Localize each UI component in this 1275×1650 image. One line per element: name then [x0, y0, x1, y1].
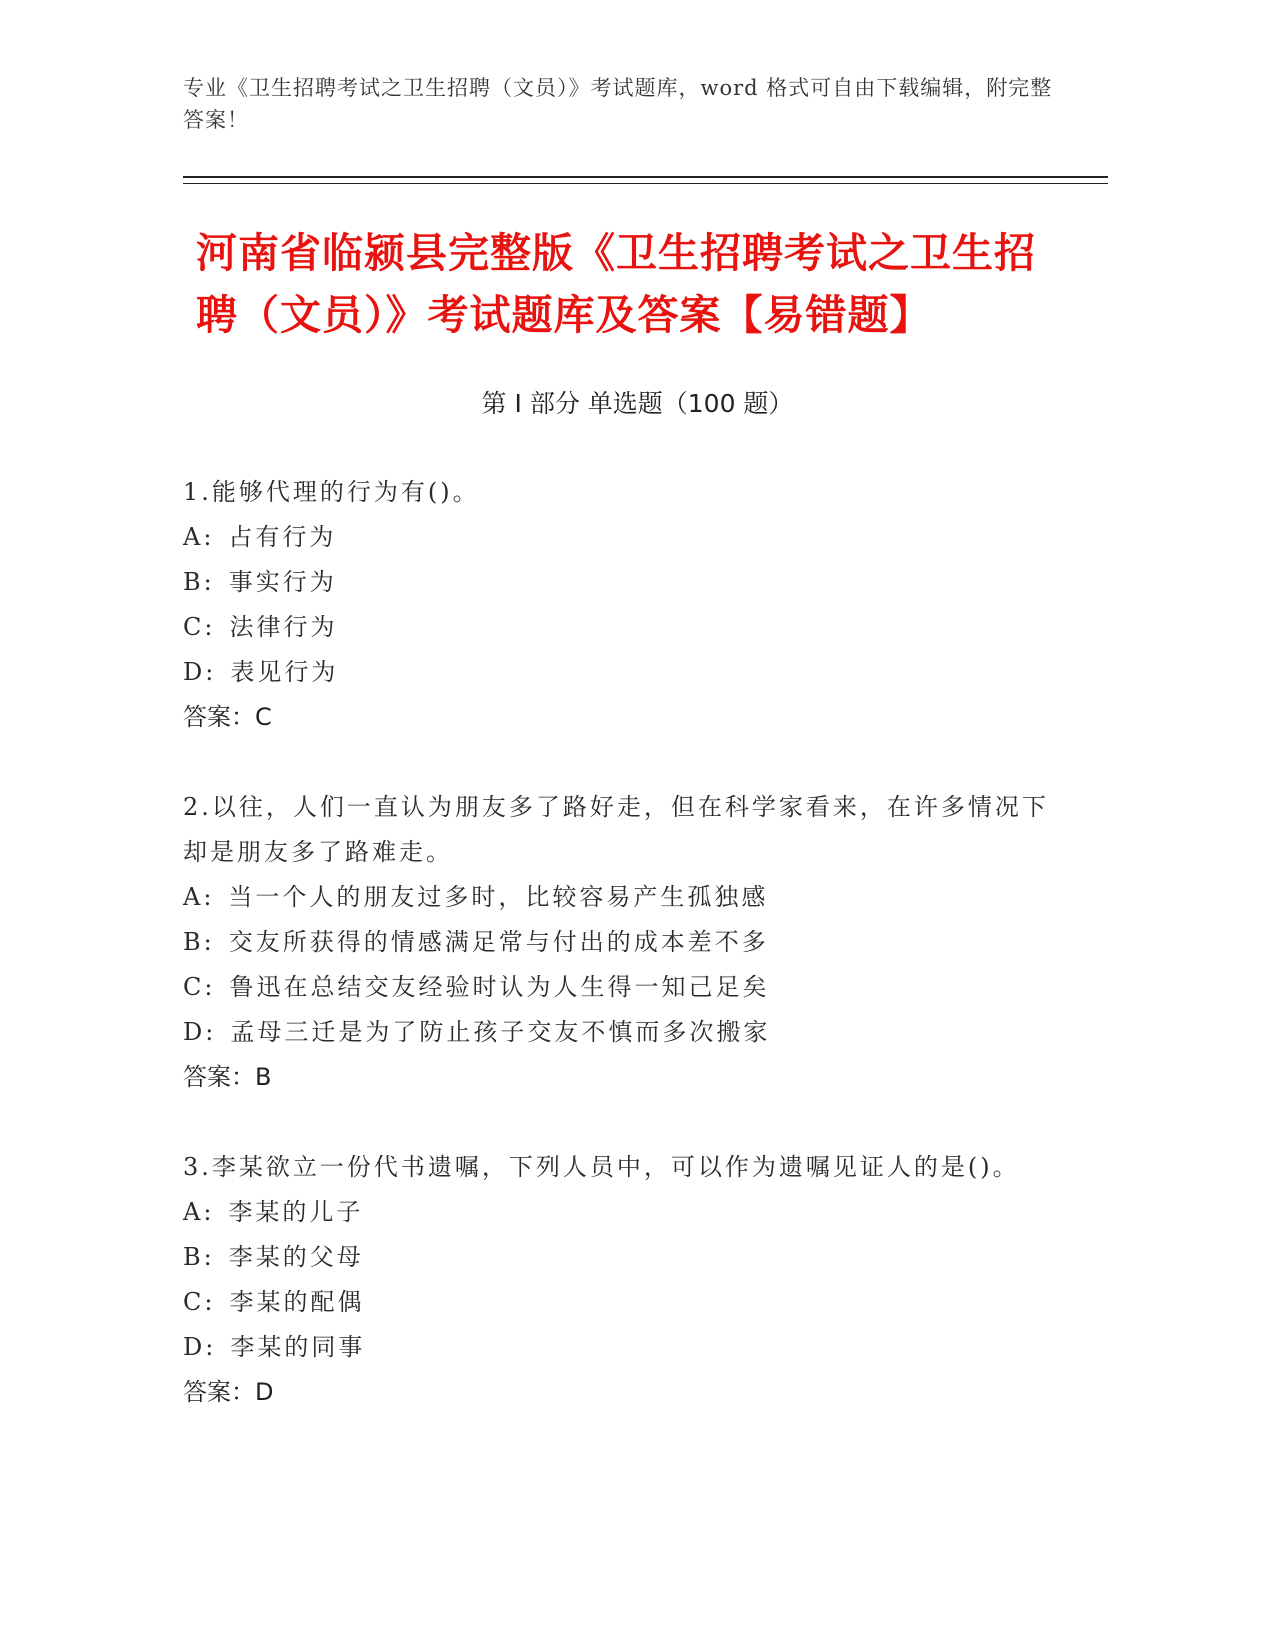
header-divider-thick: [183, 176, 1108, 178]
option-text: 李某的儿子: [228, 1198, 364, 1226]
question-1: [183, 470, 1063, 740]
header-note: 专业《卫生招聘考试之卫生招聘（文员）》考试题库，word 格式可自由下载编辑，附完整答案！: [183, 76, 1053, 132]
option-letter: C:: [183, 613, 216, 641]
option-c: [183, 1280, 1063, 1325]
option-a: [183, 875, 1063, 920]
section-heading: 第 I 部分 单选题（100 题）: [481, 389, 794, 418]
option-text: 事实行为: [228, 568, 337, 596]
option-text: 交友所获得的情感满足常与付出的成本差不多: [228, 928, 769, 956]
option-d: [183, 650, 1063, 695]
option-a: [183, 1190, 1063, 1235]
question-2: [183, 785, 1063, 1100]
option-text: 李某的父母: [228, 1243, 364, 1271]
option-text: 鲁迅在总结交友经验时认为人生得一知己足矣: [229, 973, 770, 1001]
option-b: [183, 920, 1063, 965]
option-b: [183, 560, 1063, 605]
answer-line: 答案：C: [183, 703, 272, 731]
question-3: [183, 1145, 1063, 1415]
question-stem: 3.李某欲立一份代书遗嘱，下列人员中，可以作为遗嘱见证人的是()。: [183, 1153, 1020, 1181]
option-letter: B:: [183, 568, 215, 596]
option-a: [183, 515, 1063, 560]
option-letter: A:: [183, 523, 215, 551]
option-c: [183, 605, 1063, 650]
header-divider-thin: [183, 183, 1108, 184]
question-list: [183, 470, 1063, 1460]
answer-line: 答案：D: [183, 1378, 274, 1406]
option-text: 李某的配偶: [229, 1288, 365, 1316]
option-letter: C:: [183, 1288, 216, 1316]
option-letter: D:: [183, 1018, 217, 1046]
option-text: 当一个人的朋友过多时，比较容易产生孤独感: [228, 883, 769, 911]
option-letter: A:: [183, 883, 215, 911]
answer-line: 答案：B: [183, 1063, 272, 1091]
option-letter: A:: [183, 1198, 215, 1226]
option-d: [183, 1010, 1063, 1055]
option-text: 孟母三迁是为了防止孩子交友不慎而多次搬家: [230, 1018, 771, 1046]
option-b: [183, 1235, 1063, 1280]
option-text: 法律行为: [229, 613, 338, 641]
question-stem: 1.能够代理的行为有()。: [183, 478, 480, 506]
option-letter: B:: [183, 1243, 215, 1271]
option-text: 表见行为: [230, 658, 339, 686]
option-c: [183, 965, 1063, 1010]
option-d: [183, 1325, 1063, 1370]
option-letter: D:: [183, 1333, 217, 1361]
option-letter: B:: [183, 928, 215, 956]
document-title: 河南省临颍县完整版《卫生招聘考试之卫生招聘（文员）》考试题库及答案【易错题】: [196, 229, 1036, 339]
option-text: 占有行为: [228, 523, 337, 551]
option-text: 李某的同事: [230, 1333, 366, 1361]
option-letter: C:: [183, 973, 216, 1001]
option-letter: D:: [183, 658, 217, 686]
question-stem: 2.以往，人们一直认为朋友多了路好走，但在科学家看来，在许多情况下却是朋友多了路难走。: [183, 793, 1049, 866]
